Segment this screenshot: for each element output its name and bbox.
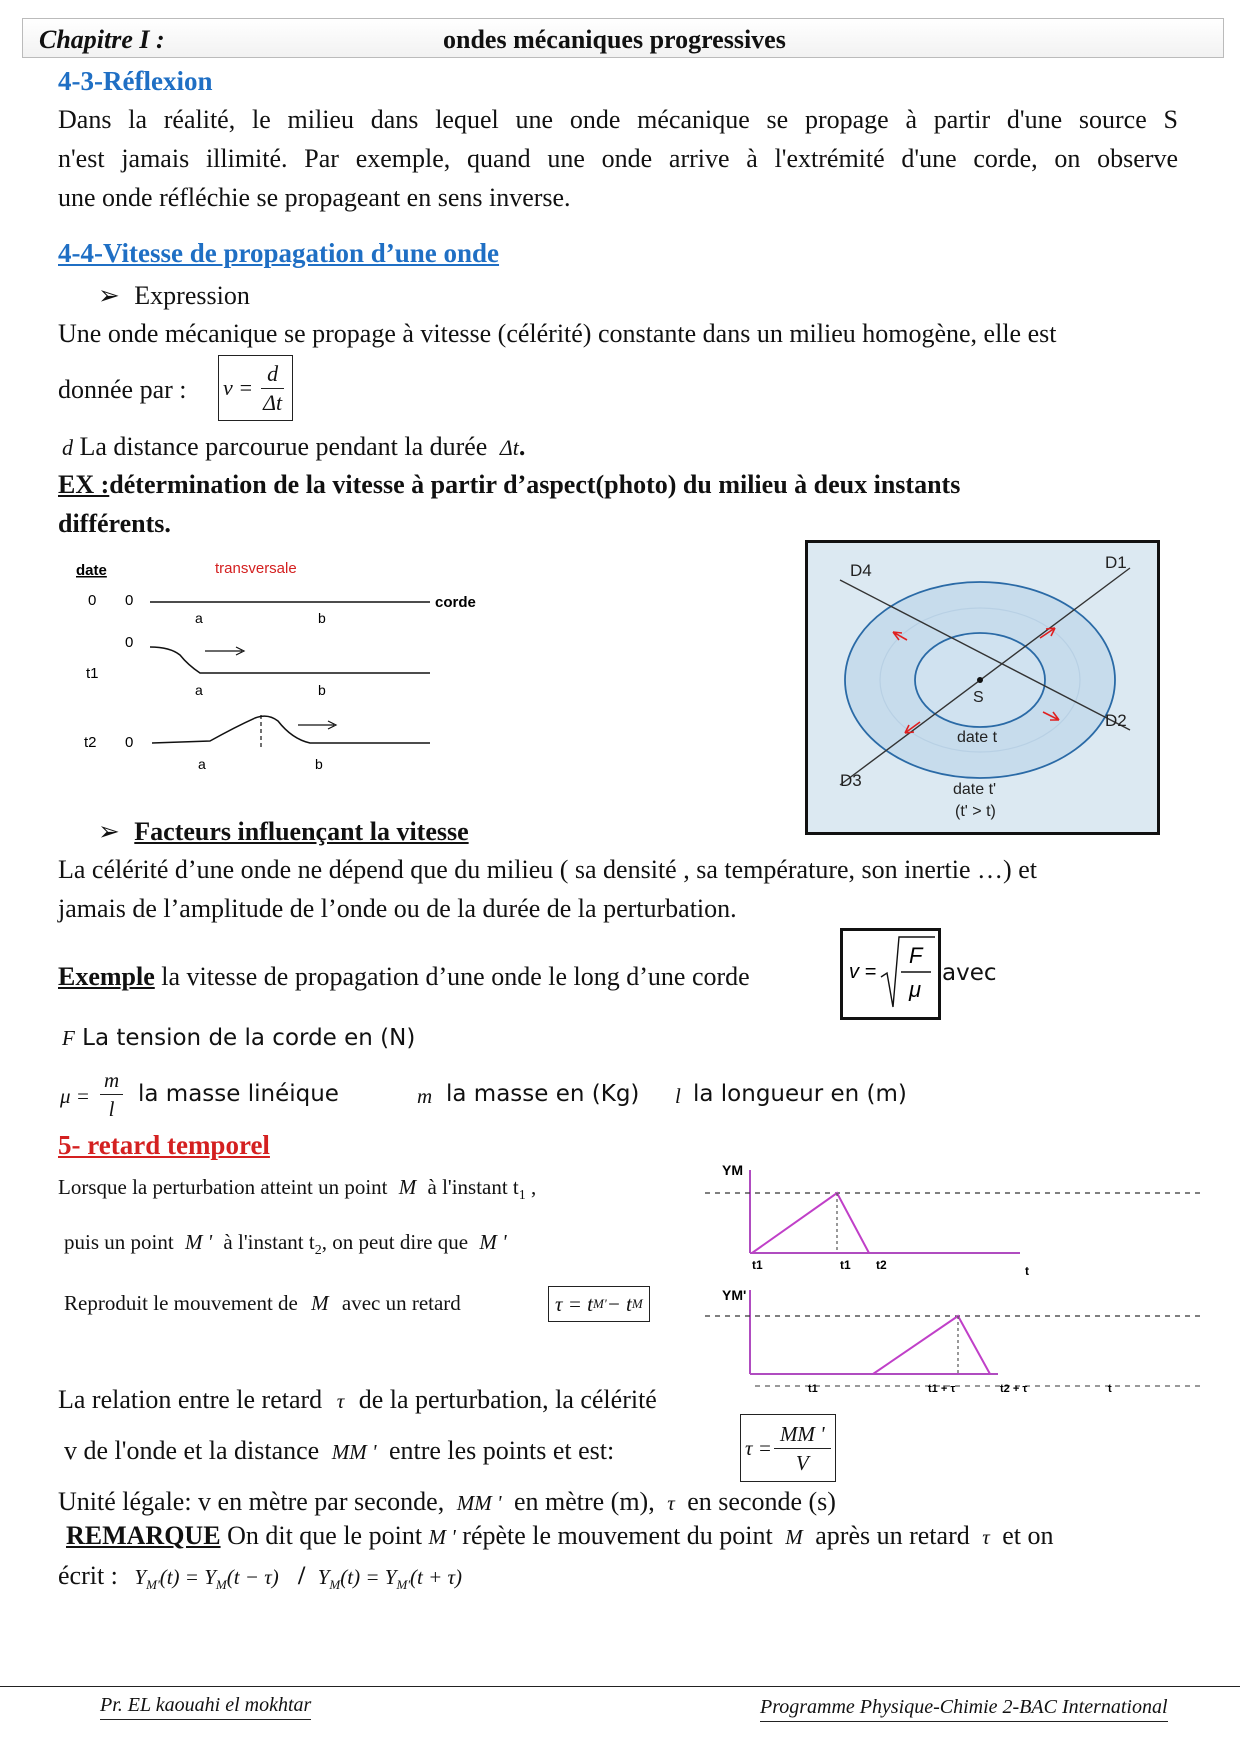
d-definition: d La distance parcourue pendant la durée Δt. xyxy=(62,432,526,461)
remarque-line: REMARQUE On dit que le point M ' répète le mouvement du point M après un retard τ et on xyxy=(66,1521,1054,1550)
m-symbol: m xyxy=(417,1084,433,1108)
label-D1: D1 xyxy=(1105,553,1127,572)
tick-t1: t1 xyxy=(808,1383,818,1395)
unite-line: Unité légale: v en mètre par seconde, MM ' en mètre (m), τ en seconde (s) xyxy=(58,1487,836,1516)
label-a: a xyxy=(198,756,206,772)
label-t2: t2 xyxy=(84,734,97,751)
label-D2: D2 xyxy=(1105,711,1127,730)
formula-tau-mm-v: τ = $\frac{MM '}{V}$ xyxy=(740,1414,836,1482)
equation-2: $Y_M(t) = Y_{M'}(t + \tau)$ xyxy=(317,1565,463,1593)
avec-word: avec xyxy=(942,960,997,986)
formula-tau-difference: τ = t M' − t M xyxy=(548,1286,650,1322)
label-corde: corde xyxy=(435,594,476,611)
facteurs-line: jamais de l’amplitude de l’onde ou de la durée de la perturbation. xyxy=(58,894,737,923)
facteurs-paragraph xyxy=(58,850,1178,928)
corde-line-t2 xyxy=(152,716,430,743)
m-def: la masse en (Kg) xyxy=(446,1081,640,1107)
reflexion-line: Dans la réalité, le milieu dans lequel une onde mécanique se propage à partir d'une source S xyxy=(58,105,1178,134)
equation-1: $Y_{M'}(t) = Y_M(t - \tau)$ xyxy=(134,1565,279,1593)
vitesse-line: Une onde mécanique se propage à vitesse (célérité) constante dans un milieu homogène, elle est xyxy=(58,319,1057,348)
label-a: a xyxy=(195,682,203,698)
pulse-curve xyxy=(752,1193,869,1253)
label-D4: D4 xyxy=(850,561,872,580)
label-a: a xyxy=(195,610,203,626)
tick-t: t xyxy=(1108,1383,1112,1395)
mu-definition-row xyxy=(60,1066,960,1126)
l-symbol: l xyxy=(675,1084,681,1108)
reflexion-line: une onde réfléchie se propageant en sens inverse. xyxy=(58,183,571,212)
label-date: date xyxy=(76,562,107,579)
pulse-curve xyxy=(873,1316,990,1374)
label-date-t: date t xyxy=(957,729,998,746)
reflexion-paragraph xyxy=(58,100,1178,217)
chapter-header xyxy=(22,18,1224,58)
F-definition: F La tension de la corde en (N) xyxy=(62,1025,416,1051)
label-t0: 0 xyxy=(88,592,97,609)
arrow-bullet-icon: ➢ xyxy=(98,817,120,846)
reflexion-line: n'est jamais illimité. Par exemple, quand une onde arrive à l'extrémité d'une corde, on observe xyxy=(58,144,1178,173)
label-condition: (t' > t) xyxy=(955,803,996,820)
donnee-par: donnée par : xyxy=(58,375,187,404)
retard-line-2: puis un point M ' à l'instant $t_2$, on peut dire que M ' xyxy=(64,1230,507,1259)
bullet-expression: ➢ Expression xyxy=(98,281,250,310)
relation-line-1: La relation entre le retard τ de la perturbation, la célérité xyxy=(58,1385,657,1414)
tick-t: t xyxy=(1025,1264,1029,1278)
tick-t1b: t1 xyxy=(840,1258,851,1272)
corde-figure xyxy=(70,555,510,780)
mu-symbol: μ = xyxy=(60,1084,90,1108)
facteurs-line: La célérité d’une onde ne dépend que du milieu ( sa densité , sa température, son inertie …) et xyxy=(58,855,1037,884)
ex-statement: EX :détermination de la vitesse à partir d’aspect(photo) du milieu à deux instants différents. xyxy=(58,470,961,538)
label-b: b xyxy=(315,756,323,772)
label-t1: t1 xyxy=(86,665,99,682)
section-heading-vitesse: 4-4-Vitesse de propagation d’une onde xyxy=(58,238,500,268)
mu-def: la masse linéique xyxy=(138,1081,339,1107)
label-S: S xyxy=(973,689,984,706)
label-zero: 0 xyxy=(125,734,134,751)
label-transversale: transversale xyxy=(215,560,297,577)
label-b: b xyxy=(318,610,326,626)
arrow-bullet-icon: ➢ xyxy=(98,281,120,310)
chapter-title: ondes mécaniques progressives xyxy=(443,25,786,54)
footer-rule xyxy=(0,1686,1240,1687)
graph-ylabel: YM xyxy=(722,1162,743,1178)
tick-t2: t2 xyxy=(876,1258,887,1272)
label-date-tp: date t' xyxy=(953,781,997,798)
chapter-label: Chapitre I : xyxy=(39,25,165,54)
label-zero: 0 xyxy=(125,634,134,651)
formula-lhs: v = xyxy=(849,961,877,983)
label-b: b xyxy=(318,682,326,698)
tick-t1: t1 xyxy=(752,1258,763,1272)
retard-line-1: Lorsque la perturbation atteint un point M à l'instant $t_1$ , xyxy=(58,1175,537,1204)
wave-photo-figure xyxy=(805,540,1160,835)
l-def: la longueur en (m) xyxy=(693,1081,907,1107)
source-point xyxy=(977,677,983,683)
footer-author: Pr. EL kaouahi el mokhtar xyxy=(100,1694,311,1720)
label-zero: 0 xyxy=(125,592,134,609)
graph-YMprime xyxy=(700,1280,1210,1400)
formula-den: μ xyxy=(909,977,922,1002)
tick-t1-tau: t1 + τ xyxy=(928,1383,956,1395)
formula-v-sqrt xyxy=(840,928,941,1020)
section-heading-reflexion: 4-3-Réflexion xyxy=(58,66,213,96)
exemple-line: Exemple la vitesse de propagation d’une onde le long d’une corde xyxy=(58,962,750,991)
bullet-facteurs: ➢ Facteurs influençant la vitesse xyxy=(98,817,469,846)
tick-t2-tau: t2 + τ xyxy=(1000,1383,1028,1395)
relation-line-2: v de l'onde et la distance MM ' entre les points et est: xyxy=(64,1436,615,1465)
footer-program: Programme Physique-Chimie 2-BAC International xyxy=(760,1696,1168,1722)
retard-line-3: Reproduit le mouvement de M avec un retard xyxy=(64,1291,461,1315)
corde-line-t1 xyxy=(150,647,430,673)
ecrit-line: écrit : $Y_{M'}(t) = Y_M(t - \tau) / Y_M(t) = Y_{M'}(t + \tau)$ xyxy=(58,1561,463,1593)
graph-ylabel: YM' xyxy=(722,1287,747,1303)
formula-num: F xyxy=(909,943,923,968)
label-D3: D3 xyxy=(840,771,862,790)
formula-v-d-dt: v = $\frac{d}{\Delta t}$ xyxy=(218,355,293,421)
section-heading-retard: 5- retard temporel xyxy=(58,1130,270,1160)
mu-fraction: $\frac{m}{l}$ xyxy=(100,1066,123,1123)
graph-YM xyxy=(700,1155,1210,1280)
